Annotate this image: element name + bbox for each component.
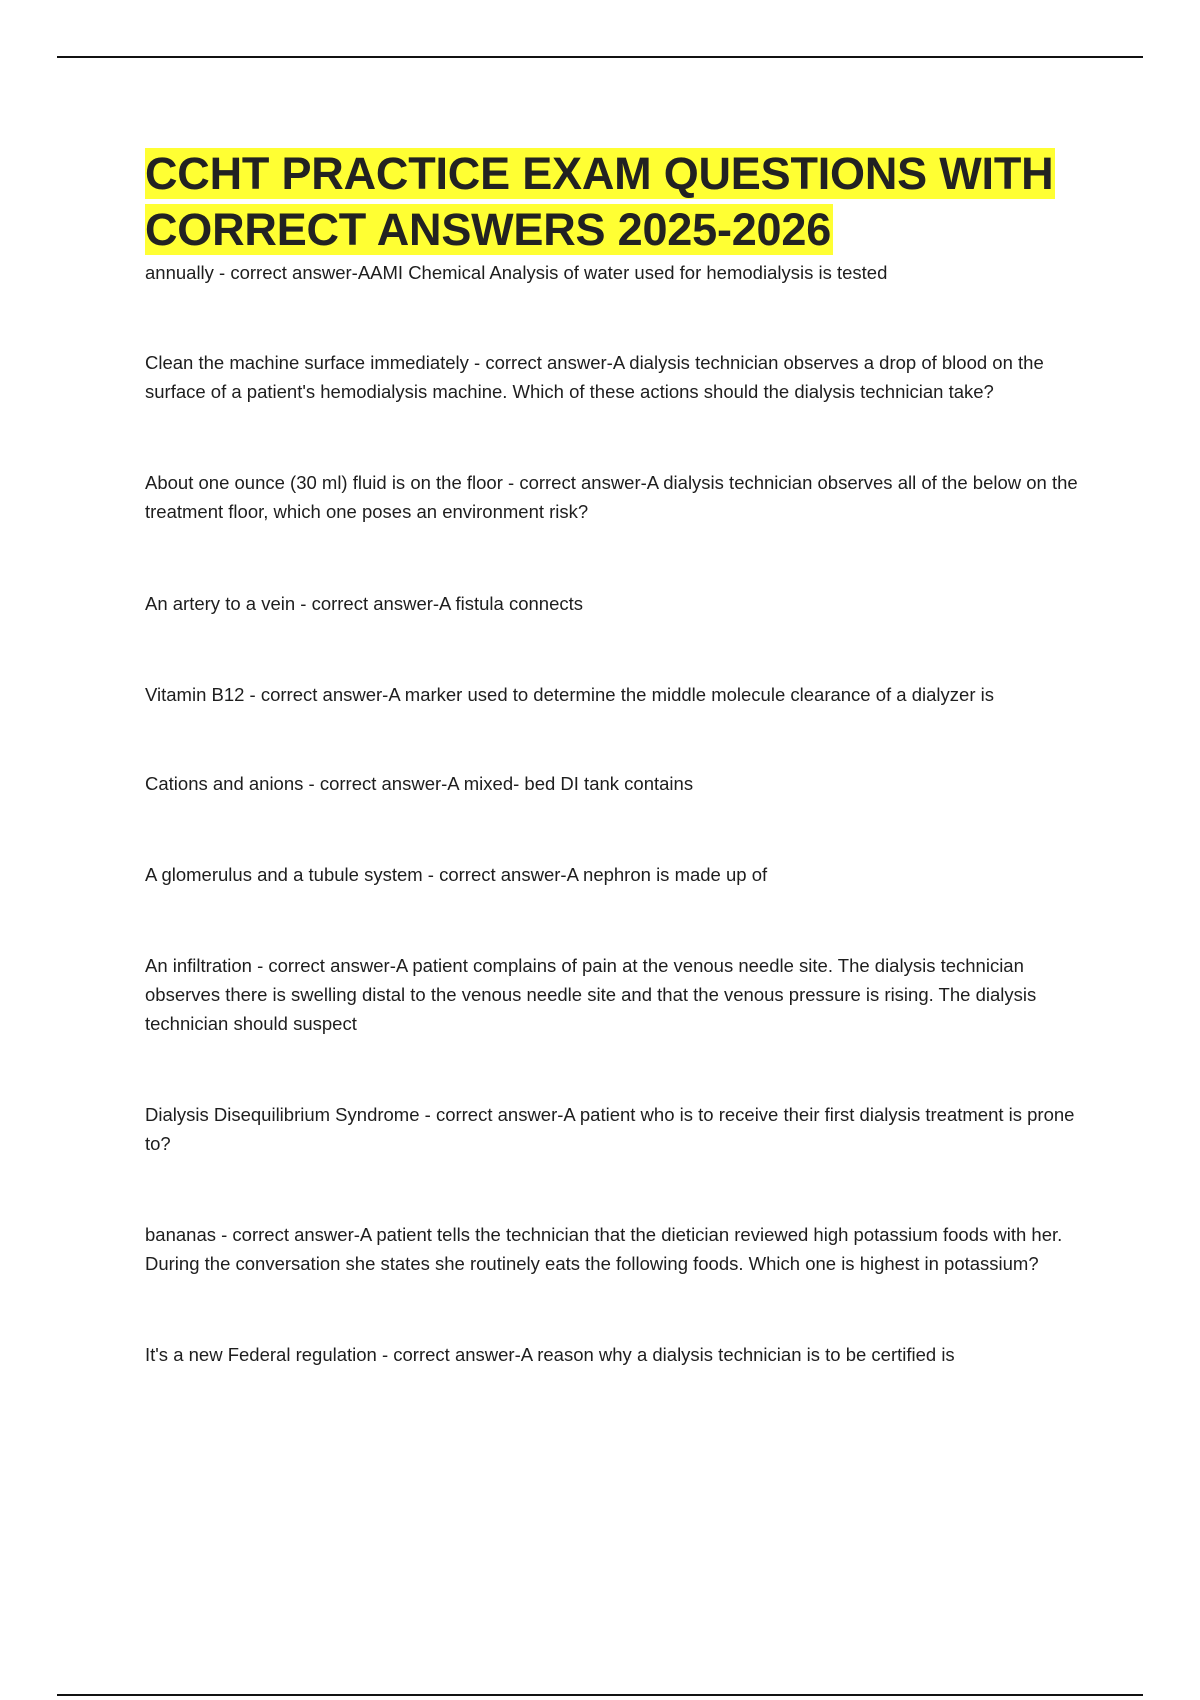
qa-item: annually - correct answer-AAMI Chemical Analysis of water used for hemodialysis is tested — [145, 262, 888, 283]
qa-item: An artery to a vein - correct answer-A fistula connects — [145, 593, 584, 614]
top-rule — [57, 56, 1143, 58]
qa-item: bananas - correct answer-A patient tells the technician that the dietician reviewed high potassium foods with her. During the conversation she states she routinely eats the following foods. Which one is highest in potassium? — [145, 1224, 1063, 1274]
qa-item: It's a new Federal regulation - correct answer-A reason why a dialysis technician is to be certified is — [145, 1344, 955, 1365]
qa-list — [145, 258, 1090, 1369]
qa-item: Cations and anions - correct answer-A mixed- bed DI tank contains — [145, 773, 694, 794]
document-title — [145, 146, 1090, 258]
bottom-rule — [57, 1694, 1143, 1696]
qa-item: About one ounce (30 ml) fluid is on the floor - correct answer-A dialysis technician observes all of the below on the treatment floor, which one poses an environment risk? — [145, 472, 1078, 522]
qa-item: Vitamin B12 - correct answer-A marker used to determine the middle molecule clearance of a dialyzer is — [145, 684, 994, 705]
title-highlight: CCHT PRACTICE EXAM QUESTIONS WITH CORRECT ANSWERS 2025-2026 — [145, 148, 1054, 255]
qa-item: An infiltration - correct answer-A patient complains of pain at the venous needle site. The dialysis technician observes there is swelling distal to the venous needle site and that the venous pressure is rising. The dialysis technician should suspect — [145, 955, 1037, 1034]
qa-item: Clean the machine surface immediately - correct answer-A dialysis technician observes a drop of blood on the surface of a patient's hemodialysis machine. Which of these actions should the dialysis technician take? — [145, 352, 1044, 402]
qa-item: A glomerulus and a tubule system - correct answer-A nephron is made up of — [145, 864, 768, 885]
qa-item: Dialysis Disequilibrium Syndrome - correct answer-A patient who is to receive their first dialysis treatment is prone to? — [145, 1104, 1075, 1154]
document-content — [145, 146, 1090, 1369]
